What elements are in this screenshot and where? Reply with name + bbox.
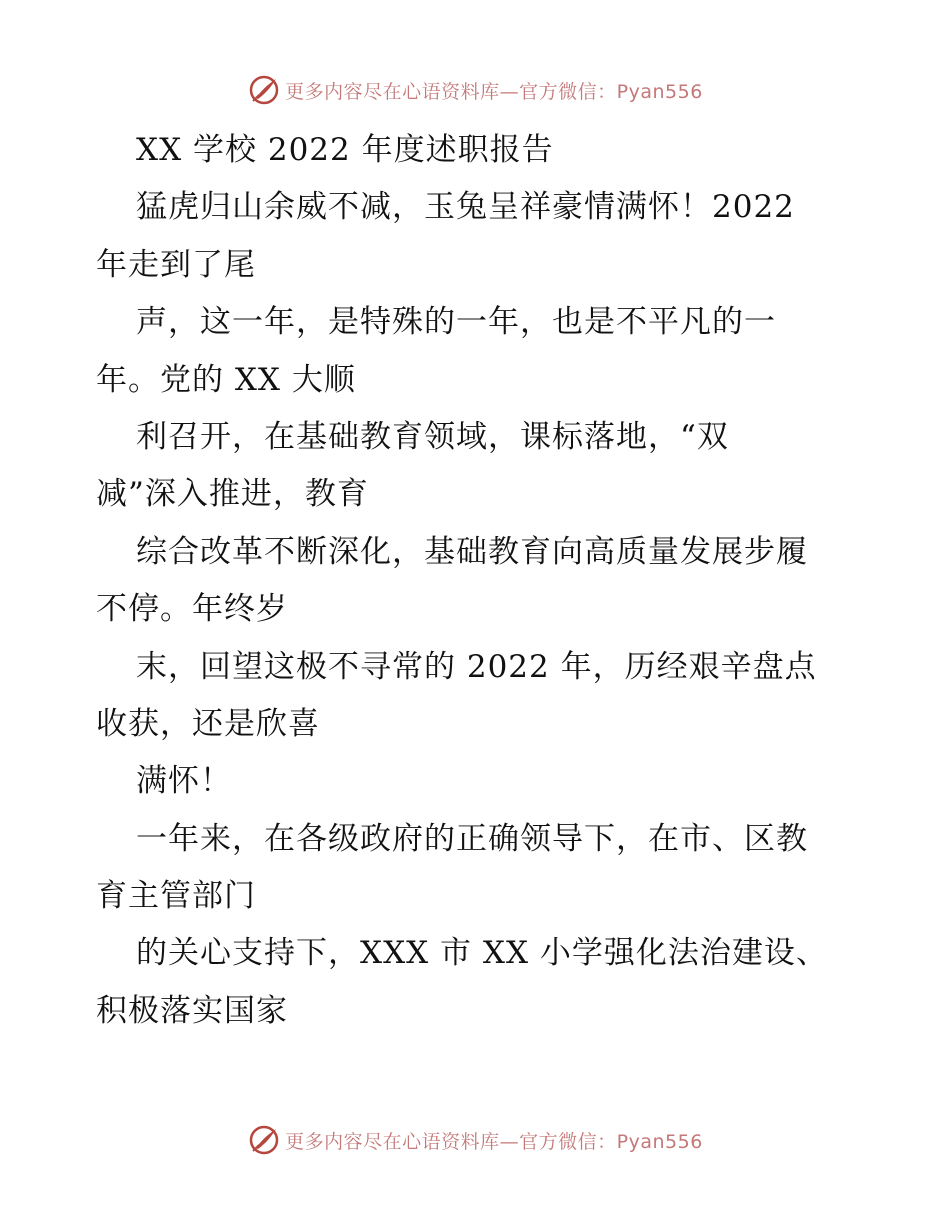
text-line: 综合改革不断深化，基础教育向高质量发展步履 [136, 533, 808, 570]
quill-logo-icon [247, 1123, 281, 1157]
text-line: 猛虎归山余威不减，玉兔呈祥豪情满怀！2022 [136, 189, 795, 226]
text-line: 积极落实国家 [96, 992, 288, 1029]
watermark-text: 更多内容尽在心语资料库—官方微信：Pyan556 [285, 80, 703, 103]
quill-logo-icon [247, 73, 281, 107]
text-line: 不停。年终岁 [96, 591, 288, 628]
text-line: 减”深入推进，教育 [96, 476, 369, 513]
text-line: 年走到了尾 [96, 246, 256, 283]
text-line: 声，这一年，是特殊的一年，也是不平凡的一 [136, 304, 776, 341]
text-line: 满怀！ [136, 763, 232, 800]
watermark-wechat-id: Pyan556 [616, 1130, 703, 1153]
document-body [96, 122, 856, 1040]
text-line: 末，回望这极不寻常的 2022 年，历经艰辛盘点 [136, 648, 817, 685]
text-line: XX 学校 2022 年度述职报告 [136, 132, 554, 168]
text-line: 育主管部门 [96, 878, 256, 915]
text-line: 收获，还是欣喜 [96, 705, 320, 742]
text-line: 利召开，在基础教育领域，课标落地，“双 [136, 418, 729, 455]
text-line: 年。党的 XX 大顺 [96, 361, 356, 398]
text-line: 的关心支持下，XXX 市 XX 小学强化法治建设、 [136, 935, 828, 972]
text-line: 一年来，在各级政府的正确领导下，在市、区教 [136, 820, 808, 857]
watermark-wechat-id: Pyan556 [616, 80, 703, 103]
header-watermark [0, 70, 950, 110]
footer-watermark [0, 1120, 950, 1160]
watermark-text: 更多内容尽在心语资料库—官方微信：Pyan556 [285, 1130, 703, 1153]
